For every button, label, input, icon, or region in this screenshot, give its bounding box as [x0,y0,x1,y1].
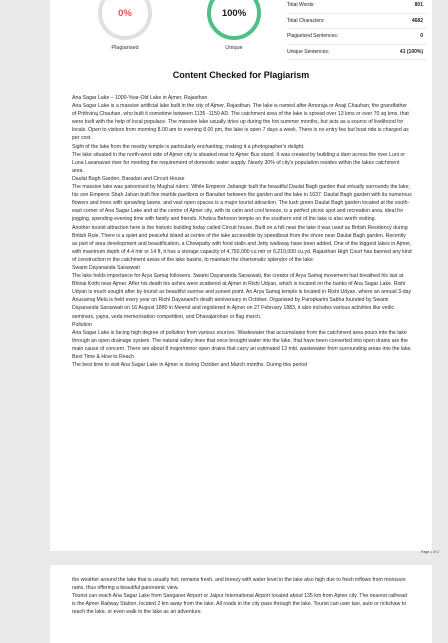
stat-row [287,0,427,14]
stat-value: 0 [420,33,423,40]
checked-content [72,94,412,369]
stat-label: Unique Sentences: [287,48,330,55]
content-line: Best Time & How to Reach [72,354,134,360]
stat-label: Total Words: [287,2,315,9]
report-page-1 [50,0,432,551]
content-line: The lake holds importance for Arya Samaj followers. Swami Dayananda Saraswati, the creator of Arya Samaj movement had breathed his last at Bhinai Kothi near Ajmer. After his death his ashes were scattered at Ajmer in Rishi Udyan, which is located on the banks of Ana Sagar Lake. Rishi Udyan is much sought after by tourist as beautiful sunrise and sunset point. An Arya Samaj temple is located in Rishi Udyan, where an annual 3-day Anusamaj Mela is held every year on Rishi Dayanand's death anniversary in October. Organised by Paropkarini Sabha founded by Swami Dayananda Saraswati on 16 August 1880 in Meerut and registered in Ajmer on 27 February 1883, it also includes various activities like vedic seminars, yajna, veda memorisation competition, and Dhavajarohan or flag march. [72,273,412,320]
checked-content-continued [72,576,412,616]
unique-gauge [199,0,269,51]
content-line: Tourist can reach Ana Sagar Lake from Sanganer Airport or Jaipur International Airport located about 135 km from Ajmer city. The nearest railhead is the Ajmer Railway Station, located 2 km away from the lake. All roads in the city pass through the lake. Tourist can user taxi, auto or rickshaw to reach the lake, or even walk to the lake as an adventure. [72,593,407,616]
stat-value: 41 (100%) [399,48,423,55]
content-line: The best time to visit Ana Sagar Lake in Ajmer is during October and March months. During this period [72,362,307,369]
content-line: The massive lake was patronised by Mughal rulers. While Emperor Jahangir built the beautiful Daulat Bagh garden that virtually surrounds the lake; his son Emperor Shah Jahan built five marble pavilions or Baradari between the garden and the lake in 1637. Daulat Bagh garden with its numerous flowers and trees with sprawling lawns, and vast open spaces is a major tourist attraction. The lush green Daulat Bagh garden located at the south-east corner of Ana Sagar Lake and at the centre of Ajmer city, with its calm and cool breeze, is a perfect picnic spot and recreation area, ideal for jogging, spending evening time with family and friends. Khobra Behroon temple on the southern end of the lake is also worth visiting. [72,184,412,223]
plagiarised-label: Plagiarised [111,45,139,51]
stat-row [287,45,427,61]
content-line: Swami Dayananda Saraswati [72,264,140,271]
content-line: Pollution [72,321,92,328]
stat-label: Total Characters: [287,17,325,24]
content-line: the weather around the lake that is usually hot; remains fresh, and breezy with water level in the lake also high due to fresh inflows from monsoon rains, thus offering a beautiful panoramic view. [72,577,406,592]
content-line: Ana Sagar Lake is facing high degree of pollution from various sources. Wastewater that accumulates from the catchment area pours into the lake through an open drainage system. The natural valley lines that once brought water into the lake, that have been converted into open drains are the main cause of concern. There are about 8 major/minor open drains that carry an estimated 13 mld. wastewater from surrounding areas into the lake. [72,329,412,352]
content-line: Daulat Bagh Garden, Baradari and Circuit House [72,175,185,182]
report-page-2 [50,565,432,643]
plagiarised-gauge [90,0,160,51]
section-title: Content Checked for Plagiarism [172,70,310,80]
plagiarised-percent: 0% [98,0,152,40]
content-line: Ana Sagar Lake is a massive artificial lake built in the city of Ajmer, Rajasthan. The lake is named after Arnoraja or Anaji Chauhan; the grandfather of Prithviraj Chauhan, who built it sometime between 1135 -1150 AD. The catchment area of the lake is spread over 13 kms or over 70 sq kms, that were built with the help of local populace. The massive lake usually dries up during the hot summer months, but acts as a source of livelihood for locals. Open to visitors from morning 8.00 am to evening 8.00 pm, the lake is open 7 days a week. There is no entry fee but boat ride is charged as per cost. [72,103,409,142]
page-number: Page 1 of 2 [421,550,439,554]
content-line: Ana Sagar Lake – 1000-Year-Old Lake in Ajmer, Rajasthan [72,95,208,101]
stat-value: 801 [414,2,423,9]
content-line: Another tourist attraction here is the historic building today called Circuit house. Built on a hill near the lake it was used as British Residency during British Rule. There is a quiet and peaceful island at centre of the lake accessible by speedboat from the shore near Daulat Bagh garden. Recently as part of area development and beautification, a Chowpatty with food stalls and Jetty walkway have been added. One of the biggest lakes in Ajmer, with maximum depth of 4.4 mtr or 14 ft, it has a storage capacity of 4,750,000 cu.mtr or 6,210,000 cu.yd. Rajasthan High Court has banned any kind of construction in the catchment areas of the lake basins, to maintain the charismatic splendor of the lake. [72,224,412,263]
unique-percent: 100% [207,0,261,40]
stat-row [287,29,427,45]
stats-table [287,0,427,60]
stat-row [287,14,427,30]
content-line: The lake situated in the north-west side of Ajmer city is situated near to Ajmer Bus stand. It was created by building a dam across the river Luni or Luna Lavanavari river for meeting the requirement of domestic water supply. Nearly 30% of city's population resides within the lakes catchment area. [72,151,406,174]
stat-value: 4682 [411,17,423,24]
stat-label: Plagiarized Sentences: [287,33,339,40]
unique-label: Unique [225,45,243,51]
content-line: Sight of the lake from the nearby temple is particularly enchanting, making it a photographer's delight. [72,143,305,150]
